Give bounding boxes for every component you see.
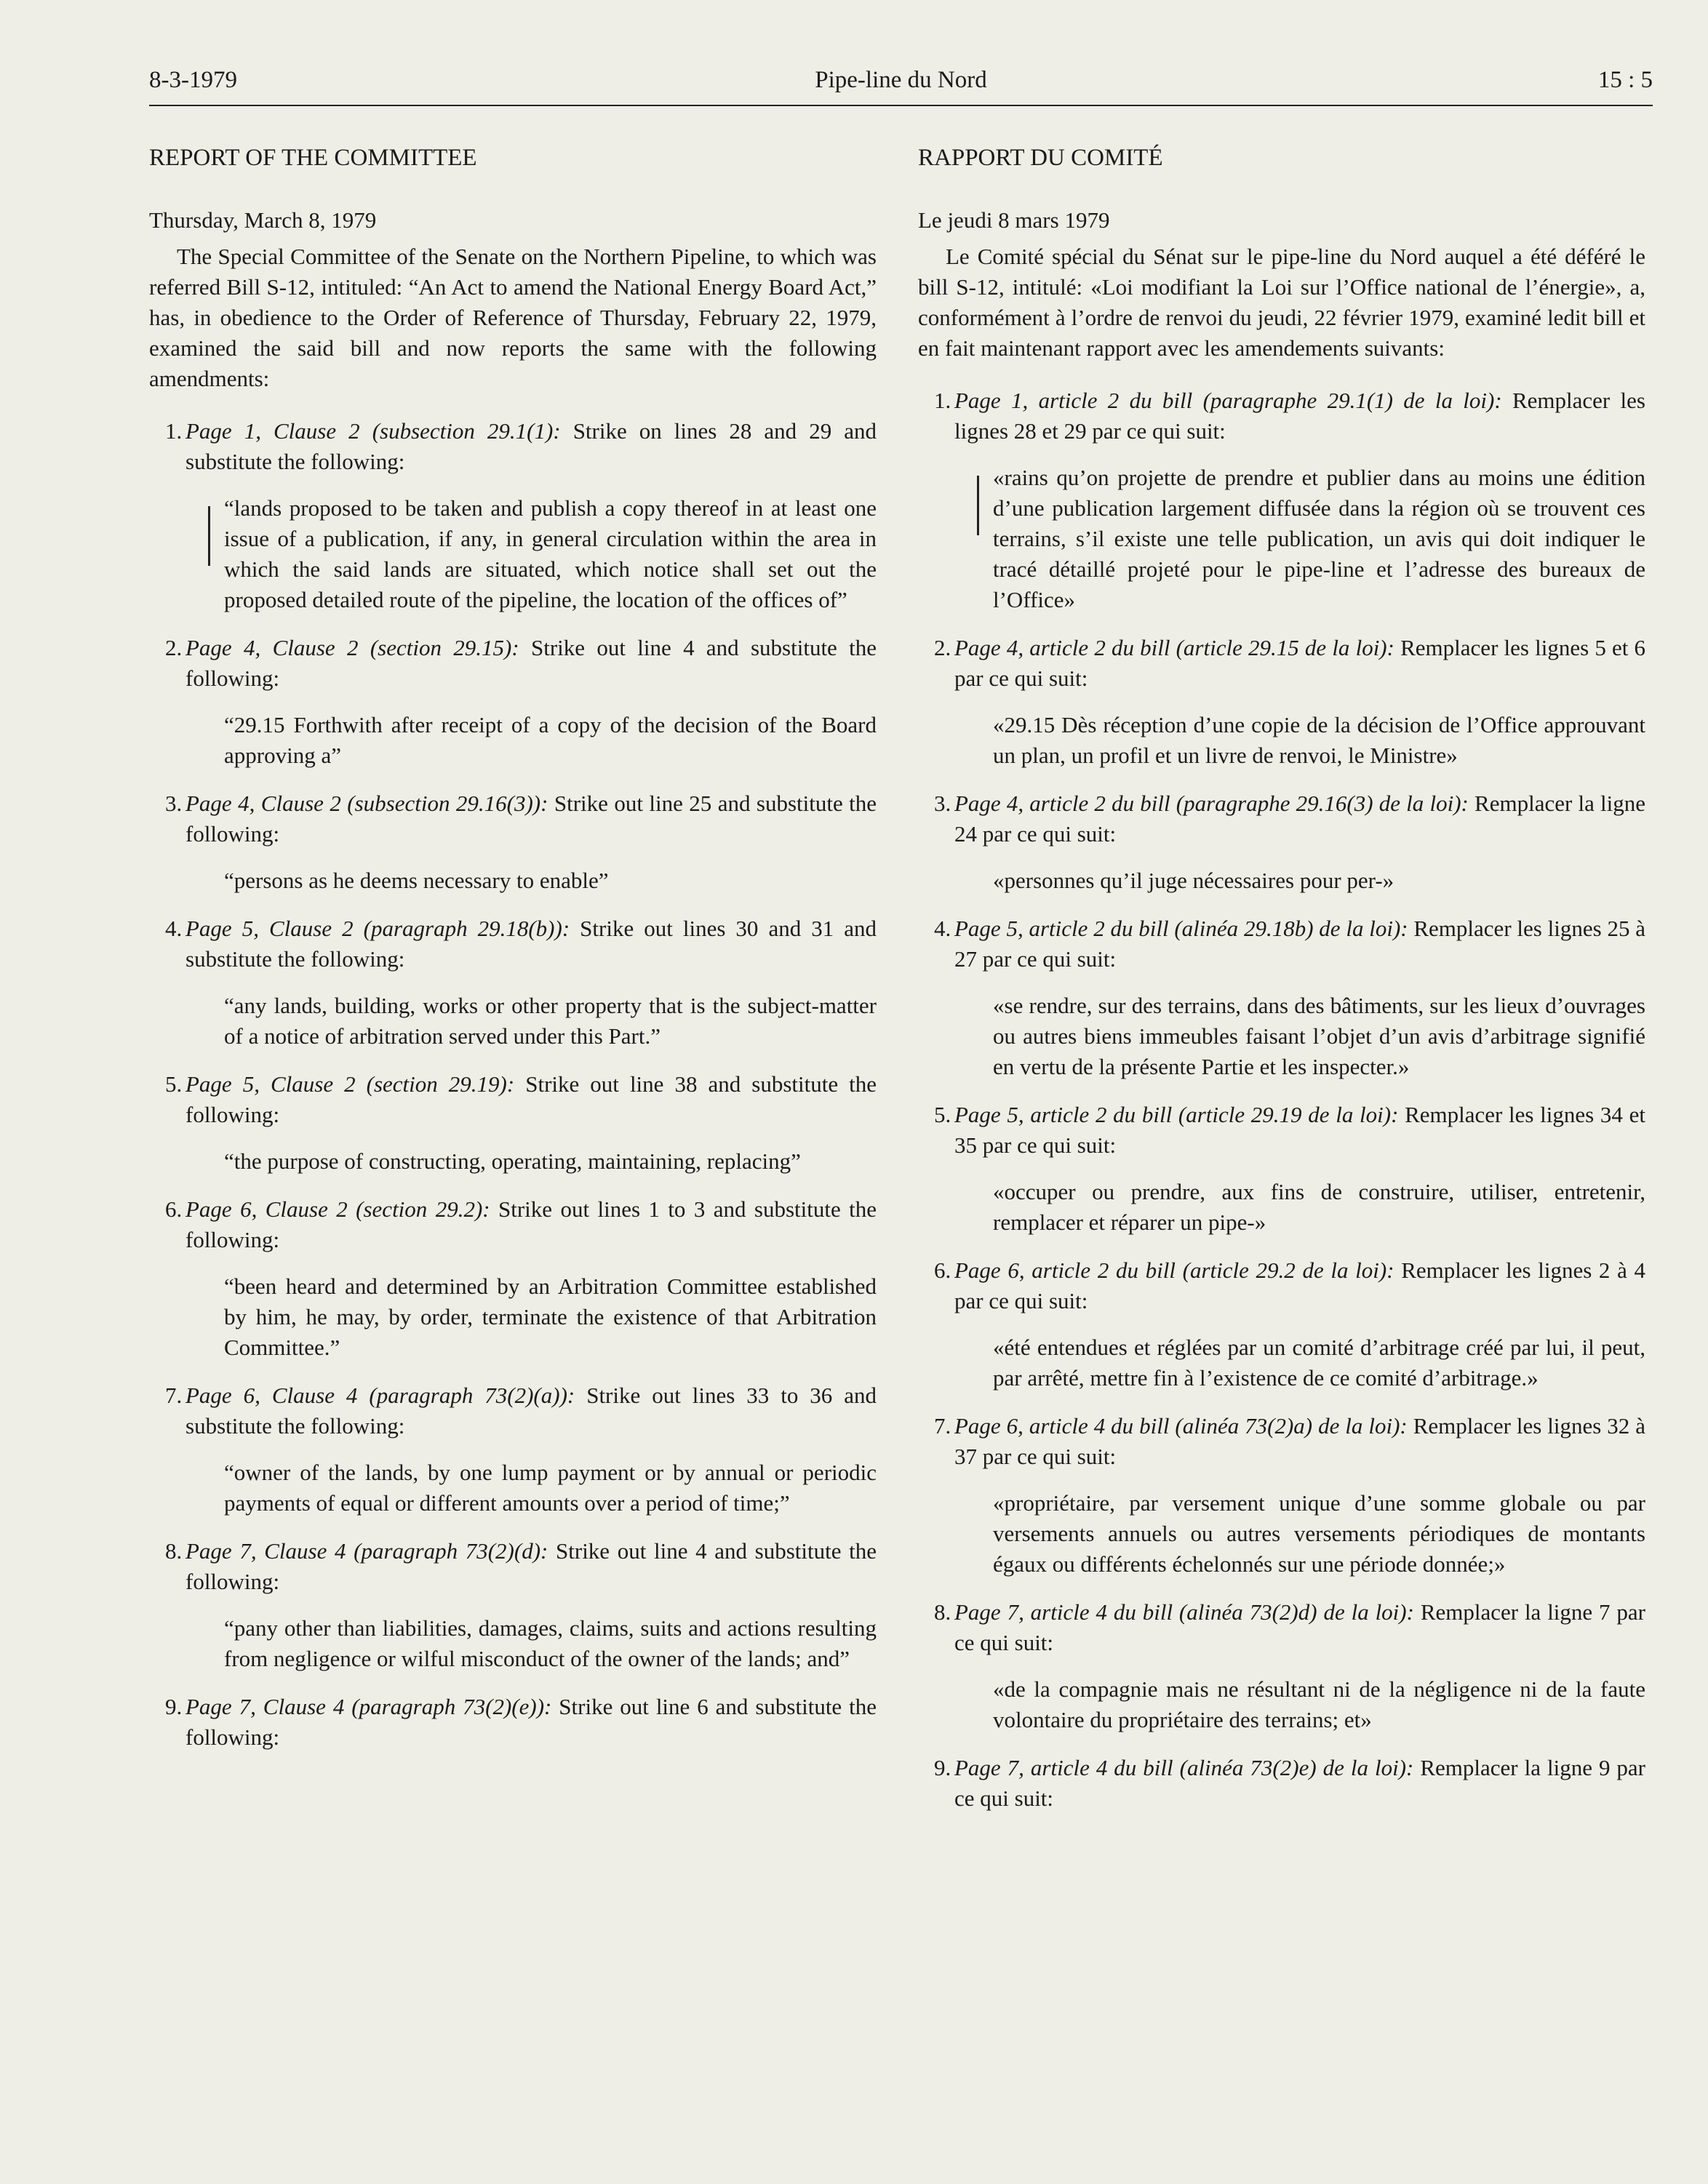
amendment-number: 6.: [934, 1257, 951, 1283]
amendment-item: [918, 385, 1645, 615]
amendment-number: 3.: [165, 791, 183, 816]
amendment-number: 9.: [165, 1694, 183, 1719]
amendment-number: 5.: [165, 1071, 183, 1097]
amendment-quote: [993, 463, 1645, 615]
amendment-quote-text: «de la compagnie mais ne résultant ni de la négligence ni de la faute volontaire du propriétaire des terrains; et»: [993, 1676, 1645, 1732]
amendment-item: [149, 1536, 877, 1674]
amendment-item: [149, 1692, 877, 1753]
amendment-reference: [149, 1380, 877, 1441]
amendment-clause-ref: Page 6, article 4 du bill (alinéa 73(2)a) de la loi):: [954, 1413, 1408, 1439]
margin-change-bar: [977, 476, 979, 535]
amendment-instruction: Strike on lines 28 and 29 and substitute the following:: [185, 418, 877, 474]
amendment-item: [149, 633, 877, 771]
amendment-quote-text: «se rendre, sur des terrains, dans des bâtiments, sur les lieux d’ouvrages ou autres biens immeubles faisant l’objet d’un avis d’arbitrage signifié en vertu de la présente Partie et les inspecter.»: [993, 993, 1645, 1079]
header-title: Pipe-line du Nord: [815, 67, 987, 93]
amendment-quote-text: «personnes qu’il juge nécessaires pour per-»: [993, 868, 1394, 893]
amendment-number: 5.: [934, 1102, 951, 1127]
header-page-number: 15 : 5: [1597, 67, 1653, 93]
amendment-number: 2.: [934, 635, 951, 660]
amendment-number: 3.: [934, 791, 951, 816]
amendment-item: [918, 1100, 1645, 1238]
english-intro: The Special Committee of the Senate on the Northern Pipeline, to which was referred Bill S-12, intituled: “An Act to amend the National Energy Board Act,” has, in obedience to the Order of Reference of Thursday, February 22, 1979, examined the said bill and now reports the same with the following amendments:: [149, 244, 877, 391]
amendment-instruction: Strike out line 38 and substitute the following:: [185, 1071, 877, 1127]
amendment-quote-text: “lands proposed to be taken and publish a copy thereof in at least one issue of a publication, if any, in general circulation within the area in which the said lands are situated, which notice shall set out the proposed detailed route of the pipeline, the location of the offices of”: [224, 495, 877, 612]
amendment-instruction: Strike out lines 30 and 31 and substitute the following:: [185, 916, 877, 972]
amendment-item: [918, 1597, 1645, 1735]
amendment-number: 4.: [165, 916, 183, 941]
amendment-item: [918, 633, 1645, 771]
amendment-quote-text: “pany other than liabilities, damages, claims, suits and actions resulting from negligence or wilful misconduct of the owner of the lands; and”: [224, 1615, 877, 1671]
amendment-clause-ref: Page 4, article 2 du bill (article 29.15 de la loi):: [954, 635, 1394, 660]
amendment-quote-text: «été entendues et réglées par un comité d’arbitrage créé par lui, il peut, par arrêté, mettre fin à l’existence de ce comité d’arbitrage.»: [993, 1335, 1645, 1391]
amendment-instruction: Remplacer les lignes 5 et 6 par ce qui suit:: [954, 635, 1646, 691]
amendment-quote: [993, 1332, 1645, 1393]
amendment-quote: [224, 493, 877, 615]
amendment-quote-text: «rains qu’on projette de prendre et publier dans au moins une édition d’une publication largement diffusée dans la région où se trouvent ces terrains, s’il existe une telle publication, un avis qui doit indiquer le tracé détaillé projeté pour le pipe-line et l’adresse des bureaux de l’Office»: [993, 465, 1645, 612]
amendment-instruction: Remplacer les lignes 28 et 29 par ce qui suit:: [954, 388, 1645, 444]
amendment-instruction: Strike out lines 33 to 36 and substitute the following:: [185, 1383, 877, 1439]
amendment-quote-text: «29.15 Dès réception d’une copie de la décision de l’Office approuvant un plan, un profil et un livre de renvoi, le Ministre»: [993, 712, 1645, 768]
amendment-item: [149, 913, 877, 1052]
amendment-clause-ref: Page 1, Clause 2 (subsection 29.1(1):: [185, 418, 561, 444]
amendment-reference: [149, 1069, 877, 1130]
english-amendments: [149, 416, 877, 1753]
amendment-quote: [224, 1457, 877, 1519]
amendment-instruction: Remplacer la ligne 9 par ce qui suit:: [954, 1755, 1646, 1811]
amendment-item: [149, 416, 877, 615]
amendment-number: 7.: [934, 1413, 951, 1439]
amendment-quote: [993, 1488, 1645, 1580]
french-intro: Le Comité spécial du Sénat sur le pipe-line du Nord auquel a été déféré le bill S-12, intitulé: «Loi modifiant la Loi sur l’Office national de l’énergie», a, conformément à l’ordre de renvoi du jeudi, 22 février 1979, examiné ledit bill et en fait maintenant rapport avec les amendements suivants:: [918, 244, 1645, 361]
amendment-instruction: Strike out line 4 and substitute the following:: [185, 635, 877, 691]
amendment-quote: [993, 1177, 1645, 1238]
french-column: [918, 143, 1645, 1831]
amendment-number: 8.: [165, 1538, 183, 1564]
amendment-item: [918, 1255, 1645, 1393]
amendment-clause-ref: Page 4, article 2 du bill (paragraphe 29.16(3) de la loi):: [954, 791, 1469, 816]
french-date: Le jeudi 8 mars 1979: [918, 207, 1110, 233]
amendment-number: 6.: [165, 1196, 183, 1222]
amendment-quote: [993, 710, 1645, 771]
amendment-clause-ref: Page 6, Clause 4 (paragraph 73(2)(a)):: [185, 1383, 575, 1408]
amendment-quote-text: «occuper ou prendre, aux fins de construire, utiliser, entretenir, remplacer et réparer un pipe-»: [993, 1179, 1645, 1235]
amendment-reference: [149, 913, 877, 975]
amendment-quote: [224, 991, 877, 1052]
amendment-item: [149, 788, 877, 896]
french-amendments: [918, 385, 1645, 1814]
amendment-reference: [918, 788, 1645, 849]
french-heading: RAPPORT DU COMITÉ: [918, 145, 1163, 171]
amendment-quote: [224, 710, 877, 771]
header-date: 8-3-1979: [149, 67, 237, 93]
amendment-reference: [918, 1753, 1645, 1814]
english-heading: REPORT OF THE COMMITTEE: [149, 145, 477, 171]
amendment-number: 1.: [165, 418, 183, 444]
amendment-clause-ref: Page 7, article 4 du bill (alinéa 73(2)e) de la loi):: [954, 1755, 1414, 1780]
amendment-quote-text: “the purpose of constructing, operating, maintaining, replacing”: [224, 1148, 801, 1174]
amendment-quote: [993, 991, 1645, 1082]
amendment-instruction: Remplacer les lignes 34 et 35 par ce qui suit:: [954, 1102, 1645, 1158]
amendment-item: [918, 913, 1645, 1082]
amendment-clause-ref: Page 7, Clause 4 (paragraph 73(2)(e)):: [185, 1694, 552, 1719]
amendment-quote-text: “owner of the lands, by one lump payment or by annual or periodic payments of equal or different amounts over a period of time;”: [224, 1460, 877, 1516]
english-column: [149, 143, 877, 1770]
amendment-clause-ref: Page 5, article 2 du bill (alinéa 29.18b) de la loi):: [954, 916, 1408, 941]
amendment-clause-ref: Page 7, article 4 du bill (alinéa 73(2)d) de la loi):: [954, 1599, 1414, 1625]
amendment-instruction: Strike out line 4 and substitute the following:: [185, 1538, 877, 1594]
amendment-number: 4.: [934, 916, 951, 941]
amendment-clause-ref: Page 5, article 2 du bill (article 29.19 de la loi):: [954, 1102, 1399, 1127]
amendment-item: [149, 1069, 877, 1177]
amendment-quote-text: “any lands, building, works or other property that is the subject-matter of a notice of arbitration served under this Part.”: [224, 993, 877, 1049]
amendment-reference: [149, 1536, 877, 1597]
amendment-quote-text: «propriétaire, par versement unique d’une somme globale ou par versements annuels ou autres versements périodiques de montants égaux ou différents échelonnés sur une période donnée;»: [993, 1490, 1645, 1577]
amendment-reference: [149, 1692, 877, 1753]
amendment-clause-ref: Page 6, Clause 2 (section 29.2):: [185, 1196, 490, 1222]
amendment-instruction: Remplacer les lignes 32 à 37 par ce qui suit:: [954, 1413, 1645, 1469]
amendment-quote: [224, 1146, 877, 1177]
amendment-reference: [918, 1255, 1645, 1316]
amendment-instruction: Remplacer la ligne 7 par ce qui suit:: [954, 1599, 1645, 1655]
amendment-clause-ref: Page 5, Clause 2 (section 29.19):: [185, 1071, 515, 1097]
amendment-quote: [224, 1613, 877, 1674]
amendment-quote-text: “persons as he deems necessary to enable”: [224, 868, 609, 893]
amendment-quote-text: “been heard and determined by an Arbitration Committee established by him, he may, by order, terminate the existence of that Arbitration Committee.”: [224, 1273, 877, 1360]
amendment-reference: [918, 385, 1645, 447]
amendment-number: 2.: [165, 635, 183, 660]
margin-change-bar: [208, 506, 210, 566]
amendment-instruction: Remplacer les lignes 2 à 4 par ce qui suit:: [954, 1257, 1646, 1313]
amendment-reference: [149, 633, 877, 694]
amendment-number: 1.: [934, 388, 951, 413]
amendment-reference: [918, 1597, 1645, 1658]
amendment-quote-text: “29.15 Forthwith after receipt of a copy of the decision of the Board approving a”: [224, 712, 877, 768]
amendment-reference: [918, 633, 1645, 694]
amendment-item: [149, 1194, 877, 1363]
amendment-instruction: Remplacer les lignes 25 à 27 par ce qui suit:: [954, 916, 1645, 972]
amendment-instruction: Strike out line 6 and substitute the following:: [185, 1694, 877, 1750]
amendment-instruction: Strike out lines 1 to 3 and substitute the following:: [185, 1196, 877, 1252]
amendment-instruction: Remplacer la ligne 24 par ce qui suit:: [954, 791, 1646, 847]
amendment-reference: [918, 913, 1645, 975]
amendment-clause-ref: Page 4, Clause 2 (section 29.15):: [185, 635, 519, 660]
amendment-quote: [224, 865, 877, 896]
amendment-reference: [918, 1411, 1645, 1472]
amendment-reference: [149, 416, 877, 477]
amendment-quote: [224, 1271, 877, 1363]
amendment-clause-ref: Page 6, article 2 du bill (article 29.2 de la loi):: [954, 1257, 1394, 1283]
amendment-quote: [993, 865, 1645, 896]
amendment-clause-ref: Page 1, article 2 du bill (paragraphe 29.1(1) de la loi):: [954, 388, 1502, 413]
amendment-item: [149, 1380, 877, 1519]
amendment-quote: [993, 1674, 1645, 1735]
amendment-number: 7.: [165, 1383, 183, 1408]
amendment-reference: [149, 1194, 877, 1255]
amendment-reference: [149, 788, 877, 849]
amendment-item: [918, 1753, 1645, 1814]
amendment-item: [918, 1411, 1645, 1580]
amendment-number: 9.: [934, 1755, 951, 1780]
amendment-clause-ref: Page 5, Clause 2 (paragraph 29.18(b)):: [185, 916, 570, 941]
amendment-item: [918, 788, 1645, 896]
amendment-instruction: Strike out line 25 and substitute the following:: [185, 791, 877, 847]
page-header: [149, 67, 1653, 106]
amendment-reference: [918, 1100, 1645, 1161]
english-date: Thursday, March 8, 1979: [149, 207, 377, 233]
amendment-number: 8.: [934, 1599, 951, 1625]
amendment-clause-ref: Page 4, Clause 2 (subsection 29.16(3)):: [185, 791, 548, 816]
amendment-clause-ref: Page 7, Clause 4 (paragraph 73(2)(d):: [185, 1538, 548, 1564]
